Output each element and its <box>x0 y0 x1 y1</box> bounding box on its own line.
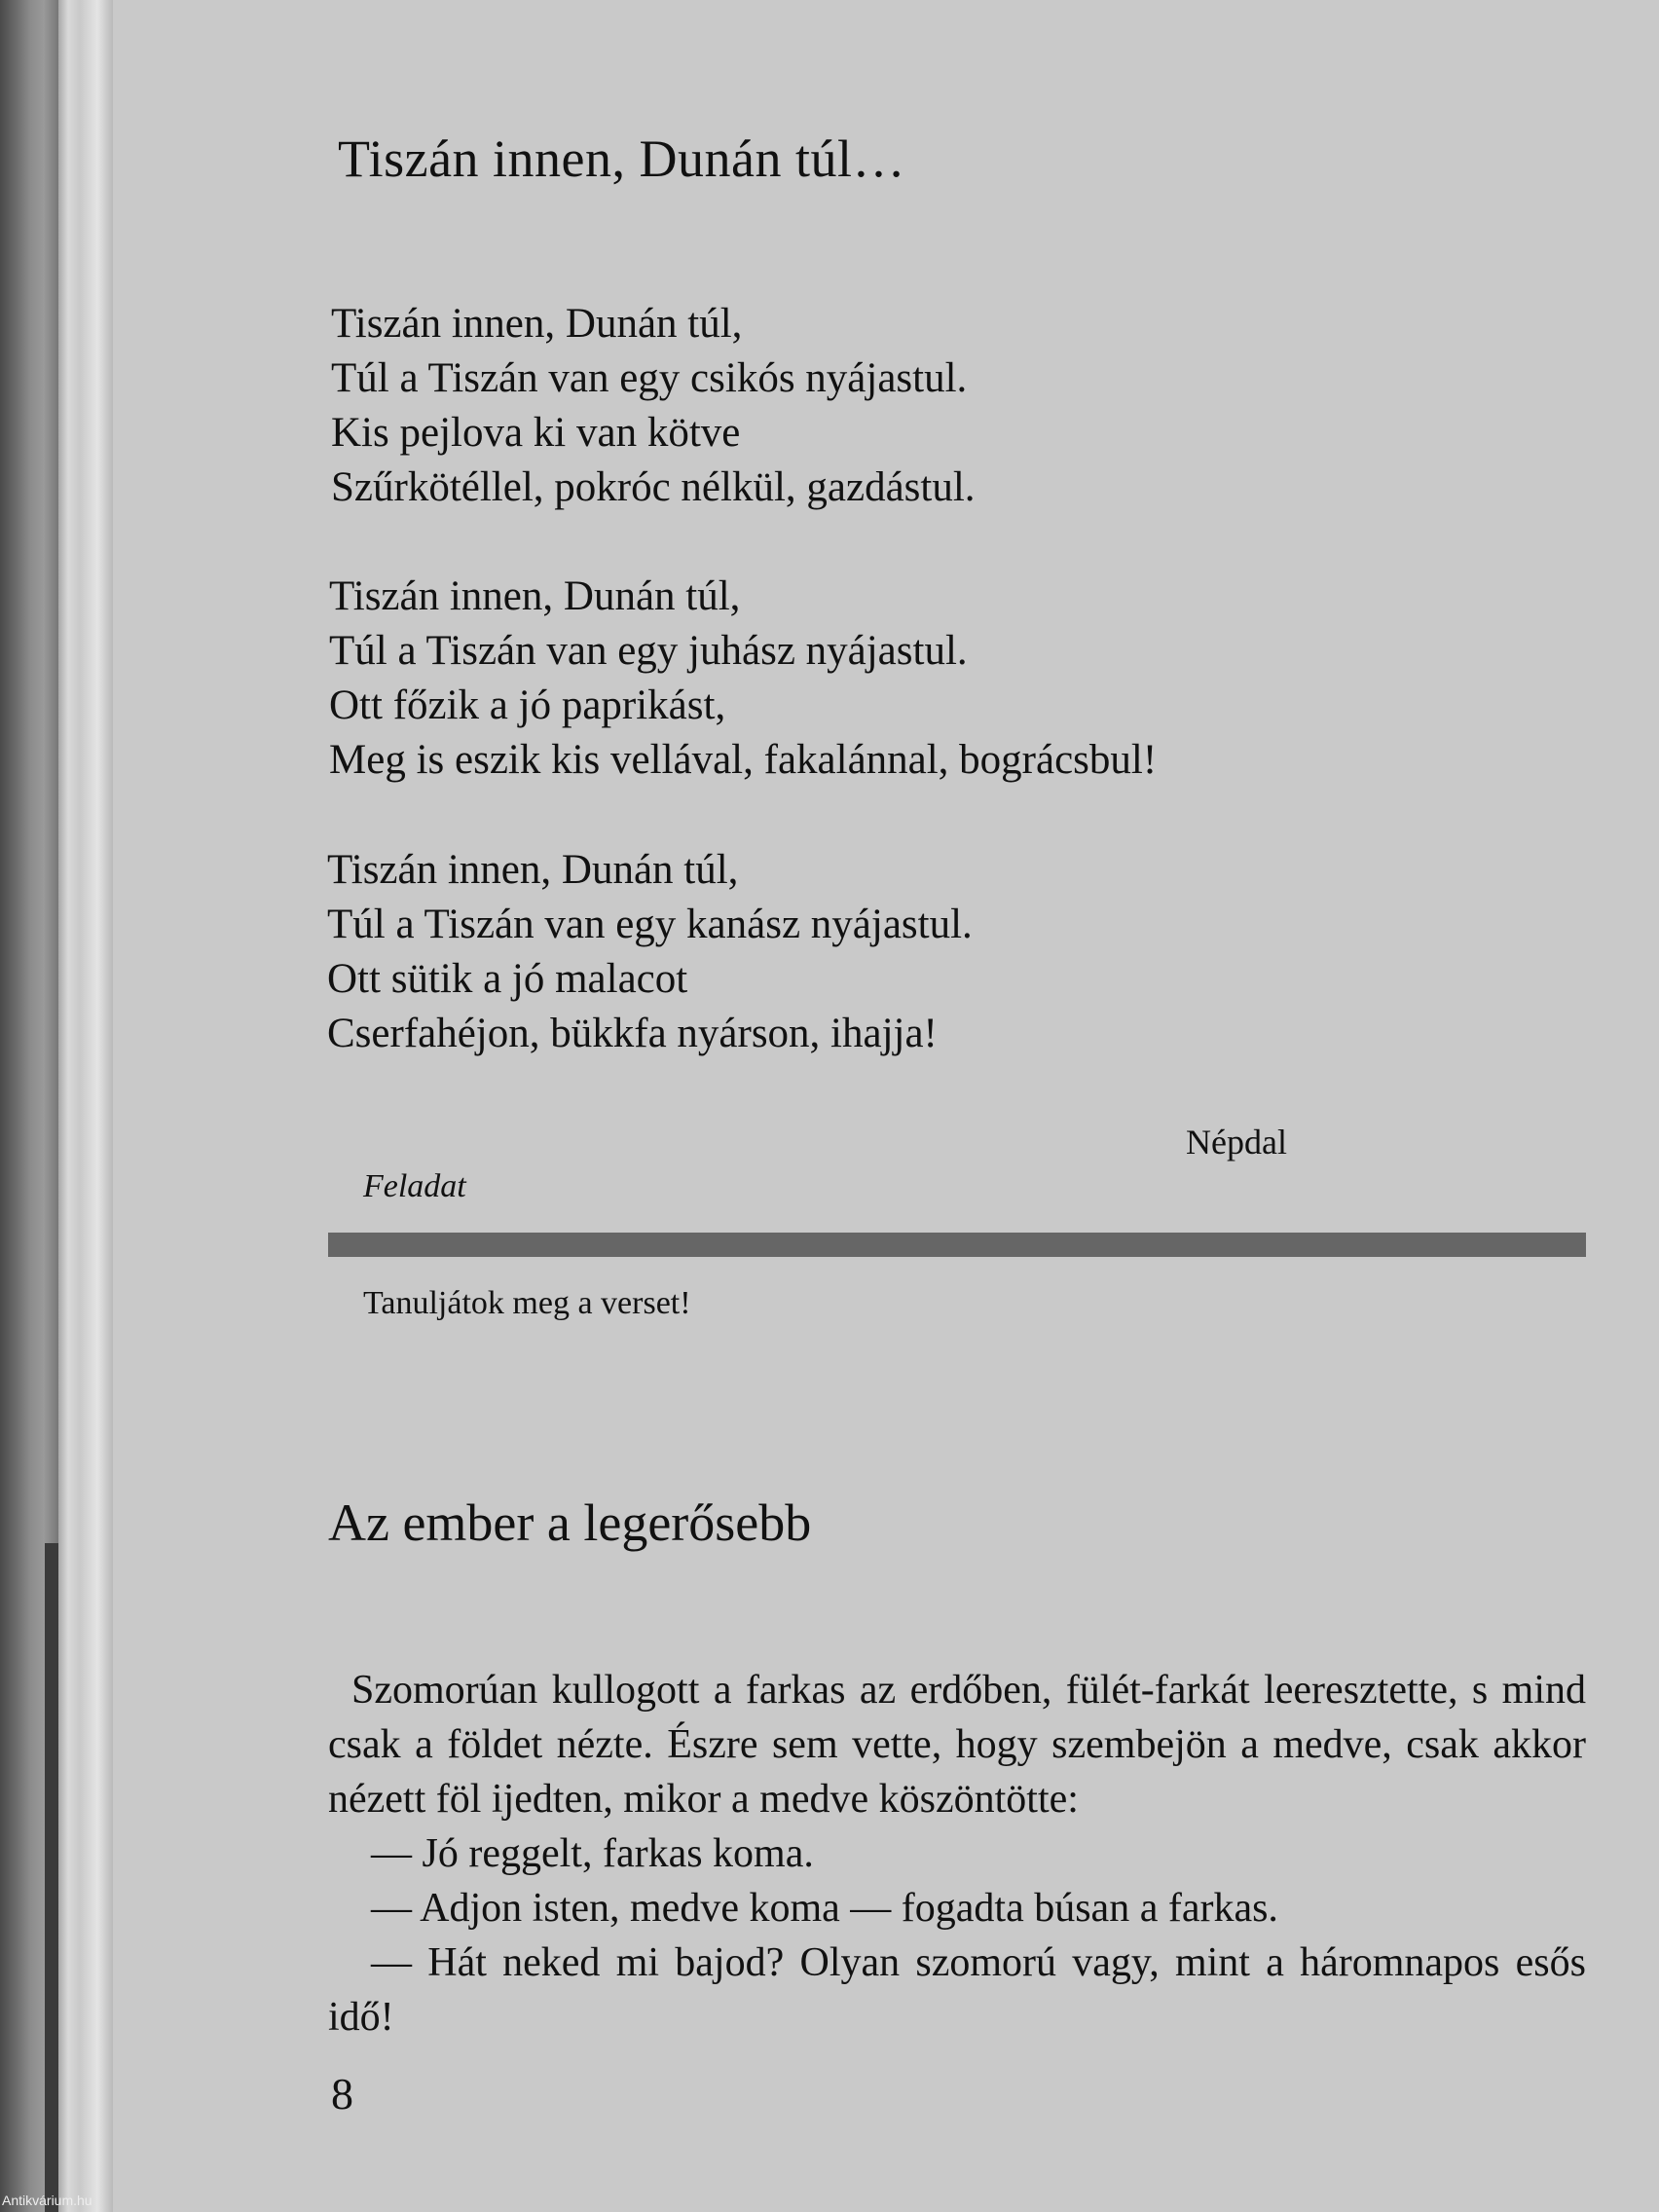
poem-line: Meg is eszik kis vellával, fakalánnal, bográcsbul! <box>329 737 1158 783</box>
poem-line: Túl a Tiszán van egy kanász nyájastul. <box>327 902 973 947</box>
poem-line: Ott főzik a jó paprikást, <box>329 682 726 728</box>
poem-line: Tiszán innen, Dunán túl, <box>331 301 743 347</box>
dialogue-line: — Jó reggelt, farkas koma. <box>371 1831 814 1876</box>
poem-title: Tiszán innen, Dunán túl… <box>338 129 905 188</box>
poem-line: Tiszán innen, Dunán túl, <box>329 573 741 619</box>
dialogue-line: — Hát neked mi bajod? Olyan szomorú vagy, mint a háromnapos esős idő! <box>328 1940 1586 2040</box>
poem-stanza <box>329 570 1157 788</box>
watermark: Antikvárium.hu <box>2 2193 92 2208</box>
poem-line: Túl a Tiszán van egy csikós nyájastul. <box>331 355 968 401</box>
poem-line: Ott sütik a jó malacot <box>327 956 688 1002</box>
poem-line: Tiszán innen, Dunán túl, <box>327 847 739 893</box>
poem-line: Cserfahéjon, bükkfa nyárson, ihajja! <box>327 1011 938 1056</box>
poem-stanza <box>327 843 973 1061</box>
task-heading: Feladat <box>363 1168 466 1204</box>
story-title: Az ember a legerősebb <box>328 1493 812 1552</box>
poem-line: Túl a Tiszán van egy juhász nyájastul. <box>329 628 968 674</box>
poem-stanza <box>331 297 976 515</box>
story-body <box>328 1663 1586 2045</box>
page-edge <box>58 0 113 2212</box>
dialogue-line: — Adjon isten, medve koma — fogadta búsan a farkas. <box>371 1886 1278 1931</box>
task-divider-bar <box>328 1233 1586 1257</box>
poem-author: Népdal <box>1186 1123 1287 1161</box>
story-paragraph: Szomorúan kullogott a farkas az erdőben, fülét-farkát leeresztette, s mind csak a földet nézte. Észre sem vette, hogy szembejön a medve, csak akkor nézett föl ijedten, mikor a medve köszöntötte: <box>328 1668 1586 1822</box>
poem-line: Szűrkötéllel, pokróc nélkül, gazdástul. <box>331 464 976 510</box>
poem-line: Kis pejlova ki van kötve <box>331 410 741 456</box>
page-number: 8 <box>331 2069 353 2119</box>
task-text: Tanuljátok meg a verset! <box>363 1285 691 1321</box>
